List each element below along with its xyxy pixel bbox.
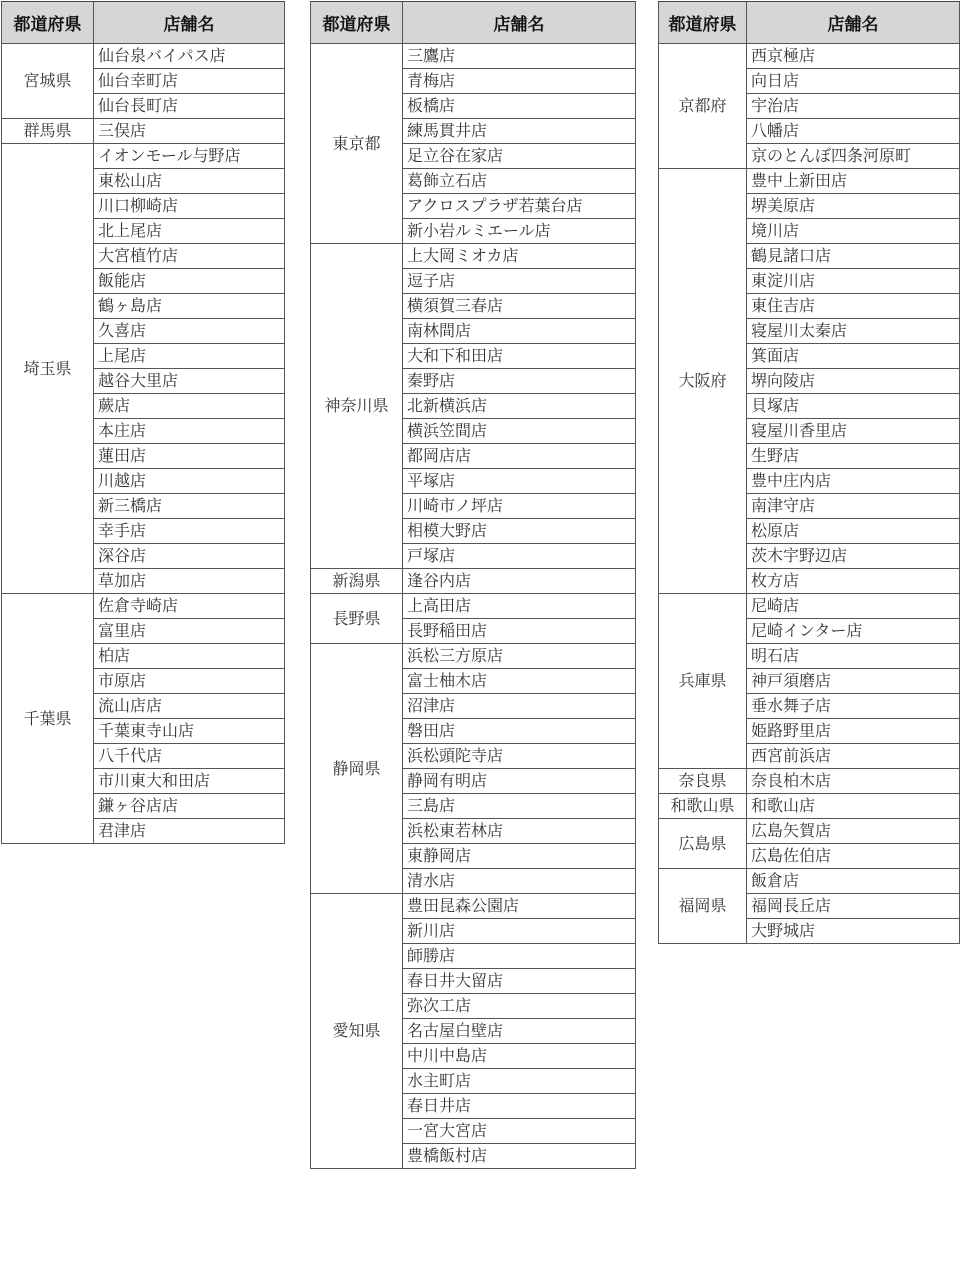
store-name-cell: 逢谷内店 bbox=[403, 569, 636, 594]
store-name-cell: 寝屋川太秦店 bbox=[747, 319, 960, 344]
store-name-cell: 豊橋飯村店 bbox=[403, 1144, 636, 1169]
prefecture-cell: 兵庫県 bbox=[659, 594, 747, 769]
store-name-cell: 大野城店 bbox=[747, 919, 960, 944]
store-name-cell: 姫路野里店 bbox=[747, 719, 960, 744]
store-name-cell: 堺美原店 bbox=[747, 194, 960, 219]
prefecture-header: 都道府県 bbox=[659, 2, 747, 44]
store-name-cell: 水主町店 bbox=[403, 1069, 636, 1094]
store-name-cell: 生野店 bbox=[747, 444, 960, 469]
store-name-cell: 川口柳崎店 bbox=[94, 194, 285, 219]
store-name-cell: 新三橋店 bbox=[94, 494, 285, 519]
store-name-cell: 逗子店 bbox=[403, 269, 636, 294]
table-row bbox=[659, 869, 960, 894]
store-name-cell: 三島店 bbox=[403, 794, 636, 819]
store-name-cell: 柏店 bbox=[94, 644, 285, 669]
store-name-cell: 宇治店 bbox=[747, 94, 960, 119]
store-name-cell: 浜松東若林店 bbox=[403, 819, 636, 844]
store-name-cell: 蓮田店 bbox=[94, 444, 285, 469]
store-name-cell: 長野稲田店 bbox=[403, 619, 636, 644]
store-name-cell: 上大岡ミオカ店 bbox=[403, 244, 636, 269]
store-name-cell: アクロスプラザ若葉台店 bbox=[403, 194, 636, 219]
store-name-cell: 越谷大里店 bbox=[94, 369, 285, 394]
store-name-cell: イオンモール与野店 bbox=[94, 144, 285, 169]
store-header: 店舗名 bbox=[747, 2, 960, 44]
prefecture-cell: 宮城県 bbox=[2, 44, 94, 119]
store-name-cell: 川崎市ノ坪店 bbox=[403, 494, 636, 519]
store-name-cell: 鎌ヶ谷店店 bbox=[94, 794, 285, 819]
store-name-cell: 鶴見諸口店 bbox=[747, 244, 960, 269]
store-name-cell: 本庄店 bbox=[94, 419, 285, 444]
store-name-cell: 春日井店 bbox=[403, 1094, 636, 1119]
table-row bbox=[311, 894, 636, 919]
store-name-cell: 京のとんぼ四条河原町 bbox=[747, 144, 960, 169]
store-name-cell: 箕面店 bbox=[747, 344, 960, 369]
store-name-cell: 寝屋川香里店 bbox=[747, 419, 960, 444]
table-row bbox=[2, 144, 285, 169]
store-name-cell: 師勝店 bbox=[403, 944, 636, 969]
store-name-cell: 浜松三方原店 bbox=[403, 644, 636, 669]
store-name-cell: 上尾店 bbox=[94, 344, 285, 369]
table-row bbox=[2, 44, 285, 69]
store-name-cell: 三俣店 bbox=[94, 119, 285, 144]
prefecture-cell: 新潟県 bbox=[311, 569, 403, 594]
store-name-cell: 市原店 bbox=[94, 669, 285, 694]
store-name-cell: 葛飾立石店 bbox=[403, 169, 636, 194]
store-name-cell: 平塚店 bbox=[403, 469, 636, 494]
store-name-cell: 横浜笠間店 bbox=[403, 419, 636, 444]
store-name-cell: 広島矢賀店 bbox=[747, 819, 960, 844]
store-name-cell: 青梅店 bbox=[403, 69, 636, 94]
prefecture-cell: 愛知県 bbox=[311, 894, 403, 1169]
store-name-cell: 秦野店 bbox=[403, 369, 636, 394]
store-name-cell: 一宮大宮店 bbox=[403, 1119, 636, 1144]
store-name-cell: 明石店 bbox=[747, 644, 960, 669]
table-row bbox=[311, 44, 636, 69]
store-name-cell: 福岡長丘店 bbox=[747, 894, 960, 919]
prefecture-cell: 神奈川県 bbox=[311, 244, 403, 569]
prefecture-cell: 静岡県 bbox=[311, 644, 403, 894]
store-name-cell: 弥次工店 bbox=[403, 994, 636, 1019]
prefecture-cell: 長野県 bbox=[311, 594, 403, 644]
table-row bbox=[659, 594, 960, 619]
store-name-cell: 都岡店店 bbox=[403, 444, 636, 469]
table-row bbox=[659, 44, 960, 69]
store-name-cell: 名古屋白壁店 bbox=[403, 1019, 636, 1044]
store-table-1 bbox=[1, 1, 285, 844]
store-name-cell: 豊中上新田店 bbox=[747, 169, 960, 194]
store-name-cell: 南津守店 bbox=[747, 494, 960, 519]
store-name-cell: 練馬貫井店 bbox=[403, 119, 636, 144]
table-row bbox=[311, 569, 636, 594]
store-name-cell: 新小岩ルミエール店 bbox=[403, 219, 636, 244]
store-table-2 bbox=[310, 1, 636, 1169]
prefecture-cell: 群馬県 bbox=[2, 119, 94, 144]
store-name-cell: 北新横浜店 bbox=[403, 394, 636, 419]
store-name-cell: 川越店 bbox=[94, 469, 285, 494]
store-name-cell: 八千代店 bbox=[94, 744, 285, 769]
store-name-cell: 南林間店 bbox=[403, 319, 636, 344]
store-name-cell: 上高田店 bbox=[403, 594, 636, 619]
store-name-cell: 中川中島店 bbox=[403, 1044, 636, 1069]
prefecture-cell: 和歌山県 bbox=[659, 794, 747, 819]
store-name-cell: 奈良柏木店 bbox=[747, 769, 960, 794]
prefecture-cell: 千葉県 bbox=[2, 594, 94, 844]
store-name-cell: 幸手店 bbox=[94, 519, 285, 544]
store-name-cell: 蕨店 bbox=[94, 394, 285, 419]
store-name-cell: 佐倉寺崎店 bbox=[94, 594, 285, 619]
store-name-cell: 豊田昆森公園店 bbox=[403, 894, 636, 919]
store-name-cell: 草加店 bbox=[94, 569, 285, 594]
table-row bbox=[659, 769, 960, 794]
store-name-cell: 久喜店 bbox=[94, 319, 285, 344]
store-name-cell: 君津店 bbox=[94, 819, 285, 844]
table-row bbox=[311, 644, 636, 669]
store-name-cell: 飯倉店 bbox=[747, 869, 960, 894]
store-name-cell: 富士柚木店 bbox=[403, 669, 636, 694]
store-name-cell: 戸塚店 bbox=[403, 544, 636, 569]
store-name-cell: 西宮前浜店 bbox=[747, 744, 960, 769]
prefecture-header: 都道府県 bbox=[311, 2, 403, 44]
store-name-cell: 沼津店 bbox=[403, 694, 636, 719]
store-name-cell: 広島佐伯店 bbox=[747, 844, 960, 869]
store-name-cell: 鶴ヶ島店 bbox=[94, 294, 285, 319]
store-name-cell: 豊中庄内店 bbox=[747, 469, 960, 494]
prefecture-header: 都道府県 bbox=[2, 2, 94, 44]
store-name-cell: 磐田店 bbox=[403, 719, 636, 744]
store-name-cell: 富里店 bbox=[94, 619, 285, 644]
store-name-cell: 市川東大和田店 bbox=[94, 769, 285, 794]
store-name-cell: 大和下和田店 bbox=[403, 344, 636, 369]
store-name-cell: 三鷹店 bbox=[403, 44, 636, 69]
table-row bbox=[2, 594, 285, 619]
store-name-cell: 仙台泉バイパス店 bbox=[94, 44, 285, 69]
store-header: 店舗名 bbox=[403, 2, 636, 44]
store-name-cell: 深谷店 bbox=[94, 544, 285, 569]
prefecture-cell: 奈良県 bbox=[659, 769, 747, 794]
store-name-cell: 飯能店 bbox=[94, 269, 285, 294]
store-name-cell: 浜松頭陀寺店 bbox=[403, 744, 636, 769]
prefecture-cell: 広島県 bbox=[659, 819, 747, 869]
prefecture-cell: 大阪府 bbox=[659, 169, 747, 594]
store-name-cell: 静岡有明店 bbox=[403, 769, 636, 794]
store-name-cell: 松原店 bbox=[747, 519, 960, 544]
table-row bbox=[2, 119, 285, 144]
prefecture-cell: 福岡県 bbox=[659, 869, 747, 944]
store-name-cell: 垂水舞子店 bbox=[747, 694, 960, 719]
store-name-cell: 北上尾店 bbox=[94, 219, 285, 244]
store-name-cell: 大宮植竹店 bbox=[94, 244, 285, 269]
table-row bbox=[659, 794, 960, 819]
store-name-cell: 新川店 bbox=[403, 919, 636, 944]
store-name-cell: 清水店 bbox=[403, 869, 636, 894]
store-name-cell: 神戸須磨店 bbox=[747, 669, 960, 694]
store-table-3 bbox=[658, 1, 960, 944]
table-row bbox=[311, 594, 636, 619]
store-name-cell: 流山店店 bbox=[94, 694, 285, 719]
store-name-cell: 東静岡店 bbox=[403, 844, 636, 869]
store-name-cell: 尼崎店 bbox=[747, 594, 960, 619]
store-name-cell: 尼崎インター店 bbox=[747, 619, 960, 644]
store-name-cell: 仙台幸町店 bbox=[94, 69, 285, 94]
store-name-cell: 東松山店 bbox=[94, 169, 285, 194]
store-name-cell: 東住吉店 bbox=[747, 294, 960, 319]
prefecture-cell: 京都府 bbox=[659, 44, 747, 169]
store-name-cell: 八幡店 bbox=[747, 119, 960, 144]
store-name-cell: 相模大野店 bbox=[403, 519, 636, 544]
prefecture-cell: 東京都 bbox=[311, 44, 403, 244]
store-name-cell: 東淀川店 bbox=[747, 269, 960, 294]
store-name-cell: 仙台長町店 bbox=[94, 94, 285, 119]
store-name-cell: 貝塚店 bbox=[747, 394, 960, 419]
table-row bbox=[311, 244, 636, 269]
store-name-cell: 春日井大留店 bbox=[403, 969, 636, 994]
store-name-cell: 堺向陵店 bbox=[747, 369, 960, 394]
store-name-cell: 枚方店 bbox=[747, 569, 960, 594]
store-name-cell: 足立谷在家店 bbox=[403, 144, 636, 169]
store-header: 店舗名 bbox=[94, 2, 285, 44]
prefecture-cell: 埼玉県 bbox=[2, 144, 94, 594]
store-name-cell: 横須賀三春店 bbox=[403, 294, 636, 319]
table-row bbox=[659, 819, 960, 844]
store-name-cell: 和歌山店 bbox=[747, 794, 960, 819]
store-name-cell: 西京極店 bbox=[747, 44, 960, 69]
table-row bbox=[659, 169, 960, 194]
store-name-cell: 境川店 bbox=[747, 219, 960, 244]
store-name-cell: 千葉東寺山店 bbox=[94, 719, 285, 744]
store-name-cell: 板橋店 bbox=[403, 94, 636, 119]
store-name-cell: 向日店 bbox=[747, 69, 960, 94]
store-name-cell: 茨木宇野辺店 bbox=[747, 544, 960, 569]
